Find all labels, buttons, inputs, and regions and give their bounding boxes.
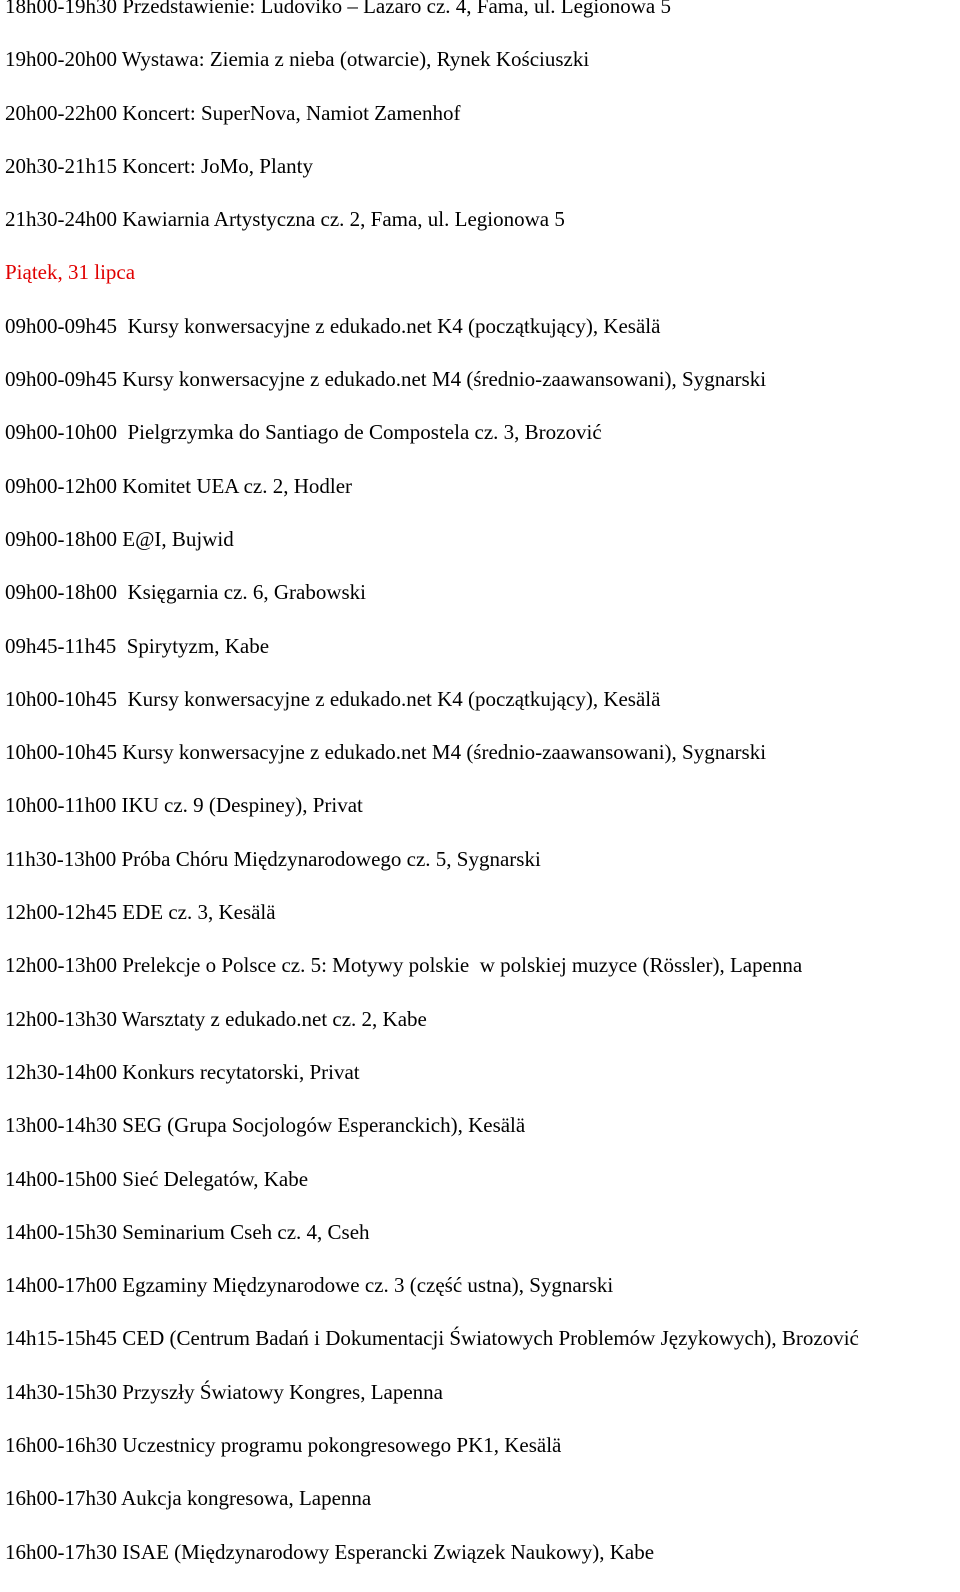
schedule-entry: 10h00-10h45 Kursy konwersacyjne z edukado.net K4 (początkujący), Kesälä — [5, 686, 661, 711]
schedule-entry: 19h00-20h00 Wystawa: Ziemia z nieba (otwarcie), Rynek Kościuszki — [5, 47, 590, 72]
schedule-entry: 12h30-14h00 Konkurs recytatorski, Privat — [5, 1059, 360, 1084]
schedule-entry: 20h00-22h00 Koncert: SuperNova, Namiot Zamenhof — [5, 100, 461, 125]
schedule-entry: 10h00-11h00 IKU cz. 9 (Despiney), Privat — [5, 793, 363, 818]
schedule-entry: 09h00-10h00 Pielgrzymka do Santiago de Compostela cz. 3, Brozović — [5, 420, 602, 445]
schedule-entry: 14h00-15h30 Seminarium Cseh cz. 4, Cseh — [5, 1219, 370, 1244]
schedule-entry: 21h30-24h00 Kawiarnia Artystyczna cz. 2, Fama, ul. Legionowa 5 — [5, 207, 565, 232]
schedule-entry: 16h00-16h30 Uczestnicy programu pokongresowego PK1, Kesälä — [5, 1433, 562, 1458]
schedule-entry: 13h00-14h30 SEG (Grupa Socjologów Esperanckich), Kesälä — [5, 1113, 526, 1138]
schedule-entry: 14h00-15h00 Sieć Delegatów, Kabe — [5, 1166, 309, 1191]
schedule-entry: 09h00-18h00 E@I, Bujwid — [5, 526, 234, 551]
schedule-entry: 12h00-13h30 Warsztaty z edukado.net cz. 2, Kabe — [5, 1006, 427, 1031]
schedule-entry: 12h00-13h00 Prelekcje o Polsce cz. 5: Motywy polskie w polskiej muzyce (Rössler), Lapenna — [5, 953, 803, 978]
schedule-entry: 10h00-10h45 Kursy konwersacyjne z edukado.net M4 (średnio-zaawansowani), Sygnarski — [5, 740, 767, 765]
schedule-entry: 18h00-19h30 Przedstawienie: Ludoviko – Lazaro cz. 4, Fama, ul. Legionowa 5 — [5, 0, 671, 18]
schedule-entry: 16h00-17h30 ISAE (Międzynarodowy Esperancki Związek Naukowy), Kabe — [5, 1539, 655, 1564]
schedule-entry: 09h00-09h45 Kursy konwersacyjne z edukado.net M4 (średnio-zaawansowani), Sygnarski — [5, 367, 767, 392]
schedule-entry: 14h00-17h00 Egzaminy Międzynarodowe cz. 3 (część ustna), Sygnarski — [5, 1273, 614, 1298]
schedule-entry: 16h00-17h30 Aukcja kongresowa, Lapenna — [5, 1486, 372, 1511]
schedule-entry: 11h30-13h00 Próba Chóru Międzynarodowego cz. 5, Sygnarski — [5, 846, 541, 871]
schedule-entry: 20h30-21h15 Koncert: JoMo, Planty — [5, 153, 313, 178]
schedule-entry: 09h00-18h00 Księgarnia cz. 6, Grabowski — [5, 580, 366, 605]
schedule-document — [5, 0, 955, 1592]
schedule-entry: 14h30-15h30 Przyszły Światowy Kongres, Lapenna — [5, 1379, 444, 1404]
schedule-entry: 12h00-12h45 EDE cz. 3, Kesälä — [5, 900, 276, 925]
schedule-entry: 09h00-12h00 Komitet UEA cz. 2, Hodler — [5, 473, 353, 498]
day-heading: Piątek, 31 lipca — [5, 260, 136, 285]
schedule-entry: 14h15-15h45 CED (Centrum Badań i Dokumentacji Światowych Problemów Językowych), Brozović — [5, 1326, 859, 1351]
schedule-entry: 09h00-09h45 Kursy konwersacyjne z edukado.net K4 (początkujący), Kesälä — [5, 313, 661, 338]
schedule-entry: 09h45-11h45 Spirytyzm, Kabe — [5, 633, 270, 658]
